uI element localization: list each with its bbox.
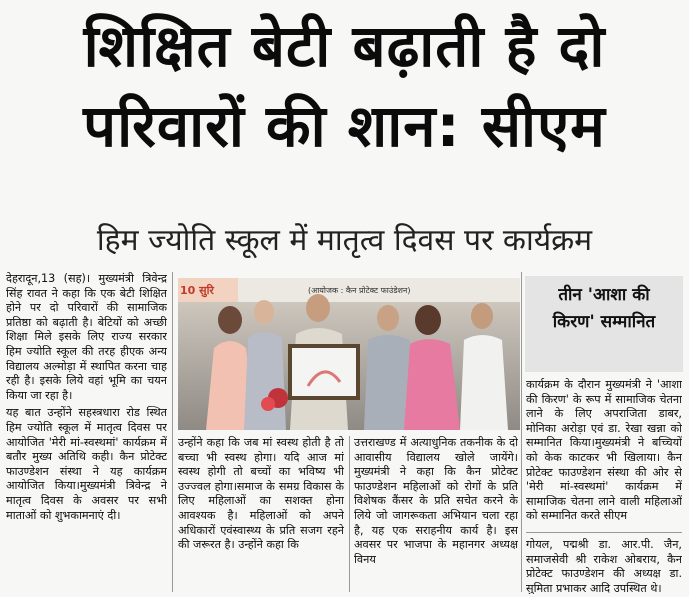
sidebar-continued-text: गोयल, पद्मश्री डा. आर.पी. जैन, समाजसेवी श्री राकेश ओबराय, कैन प्रोटेक्ट फाउण्डेशन की अध्यक्ष डा. सुमिता प्रभाकर आदि उपस्थित थे। <box>526 538 682 594</box>
column-1-paragraph-1: देहरादून,13 (सह)। मुख्यमंत्री त्रिवेन्द्र सिंह रावत ने कहा कि एक बेटी शिक्षित होने पर दो परिवारों की सामाजिक प्रतिष्ठा को बढ़ाती है। बेटियों को अच्छी शिक्षा मिले इसके लिए राज्य सरकार हिम ज्योति स्कूल की तरह हीएक अन्य विद्यालय अल्मोड़ा में स्थापित करना चाह रही है। इसके लिये वहां भूमि का चयन किया जा रहा है। <box>6 272 167 402</box>
headline-line-2: परिवारों की शान: सीएम <box>83 92 606 160</box>
column-1-paragraph-2: यह बात उन्होंने सहस्त्रधारा रोड स्थित हिम ज्योति स्कूल में मातृत्व दिवस पर आयोजित 'मेरी मां-स्वस्थमां' कार्यक्रम में बतौर मुख्य अतिथि कही। कैन प्रोटेक्ट फाउण्डेशन संस्था ने यह कार्यक्रम आयोजित किया।मुख्यमंत्री त्रिवेन्द्र ने मातृत्व दिवस के अवसर पर सभी माताओं को शुभकामनाएं दी। <box>6 406 167 522</box>
photo-banner-text: (आयोजक : कैन प्रोटेक्ट फाउंडेशन) <box>308 286 411 295</box>
column-divider <box>521 272 522 592</box>
photo-illustration <box>178 278 520 430</box>
photo-banner-prefix: 10 सुरि <box>180 284 214 297</box>
sidebar-title-box <box>525 276 683 372</box>
column-divider <box>349 436 350 592</box>
column-divider <box>172 272 173 592</box>
news-photo <box>178 278 520 430</box>
sidebar-title-line-1: तीन 'आशा की <box>558 285 650 305</box>
sidebar-divider <box>526 532 682 533</box>
headline-line-1: शिक्षित बेटी बढ़ाती है दो <box>83 12 606 80</box>
article-column-1 <box>6 272 167 592</box>
article-column-3: उत्तराखण्ड में अत्याधुनिक तकनीक के दो आवासीय विद्यालय खोले जायेंगे। मुख्यमंत्री ने कहा कि कैन प्रोटेक्ट फाउण्डेशन महिलाओं को रोगों के प्रति विशेषक कैंसर के प्रति सचेत करने के लिये जो जागरूकता अभियान चला रहा है, यह एक सराहनीय कार्य है। इस अवसर पर भाजपा के महानगर अध्यक्ष विनय <box>354 436 518 566</box>
subheadline: हिम ज्योति स्कूल में मातृत्व दिवस पर कार्यक्रम <box>96 223 593 258</box>
sidebar-title-line-2: किरण' सम्मानित <box>552 312 656 332</box>
article-column-2: उन्होंने कहा कि जब मां स्वस्थ होती है तो बच्चा भी स्वस्थ होगा। यदि आज मां स्वस्थ होगी तो बच्चों का भविष्य भी उज्ज्वल होगा।समाज के समग्र विकास के लिए महिलाओं का सशक्त होना आवश्यक है। महिलाओं को अपने अधिकारों एवंस्वास्थ्य के प्रति सजग रहने की जरूरत है। उन्होंने कहा कि <box>178 436 344 552</box>
sidebar-body: कार्यक्रम के दौरान मुख्यमंत्री ने 'आशा की किरण' के रूप में सामाजिक चेतना लाने के लिए अपराजिता डाबर, मोनिका अरोड़ा एवं डा. रेखा खन्ना को सम्मानित किया।मुख्यमंत्री ने बच्चियों को केक काटकर भी खिलाया। कैन प्रोटेक्ट फाउण्डेशन संस्था की ओर से 'मेरी मां-स्वस्थमां' कार्यक्रम में सामाजिक चेतना लाने वाली महिलाओं को सम्मानित करते सीएम <box>526 378 682 523</box>
